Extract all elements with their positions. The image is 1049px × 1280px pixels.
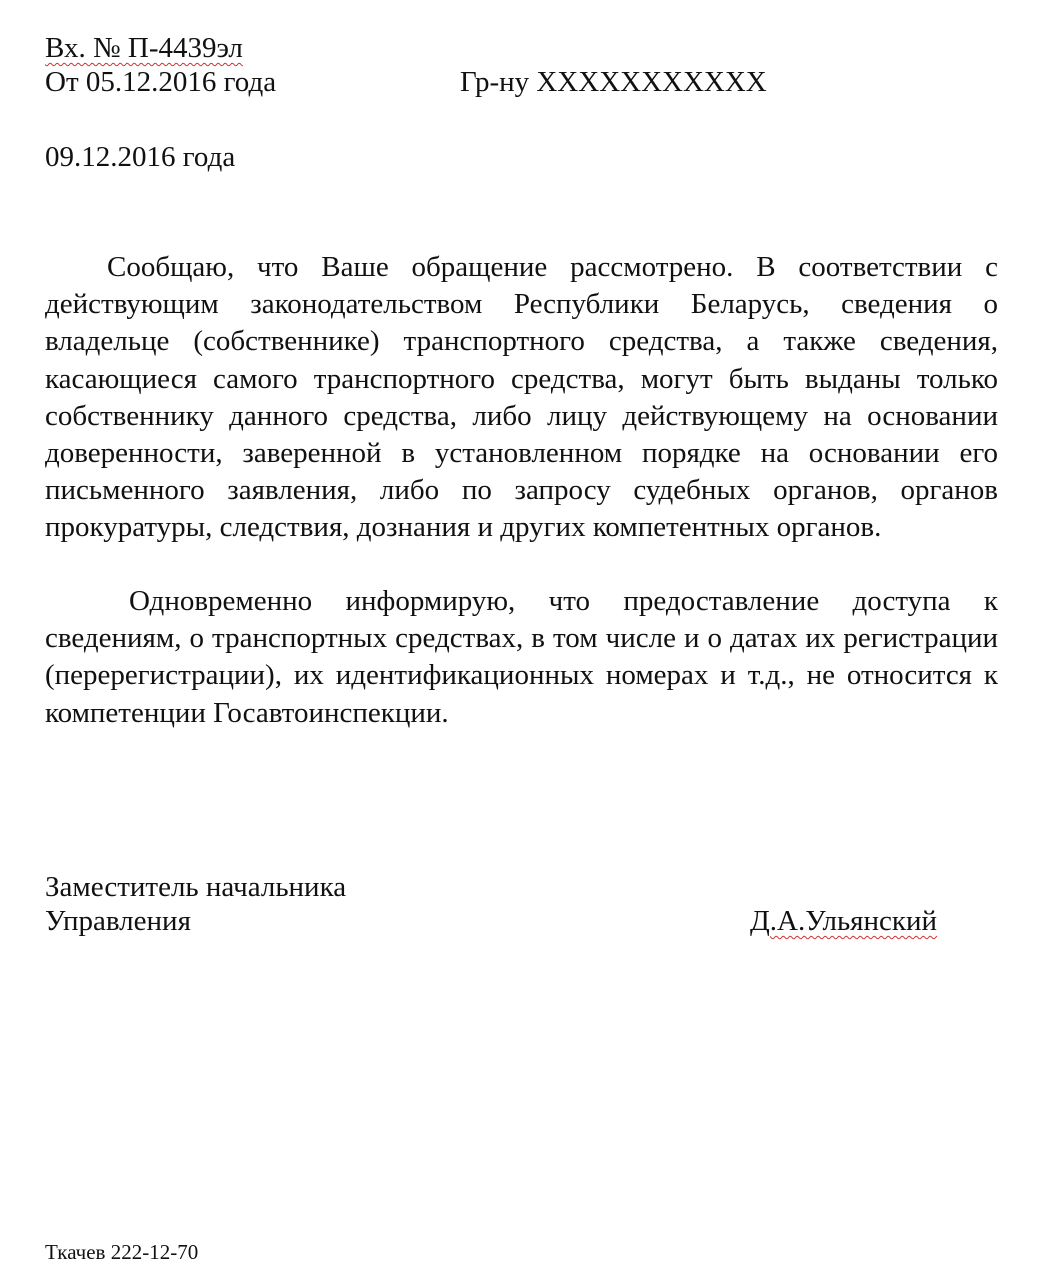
body-paragraph-2: Одновременно информирую, что предоставление доступа к сведениям, о транспортных средствах, в том числе и о датах их регистрации (перерегистрации), их идентификационных номерах и т.д., не относится к компетенции Госавтоинспекции. xyxy=(45,585,998,729)
executor-contact: Ткачев 222-12-70 xyxy=(45,1240,199,1264)
signatory-position-line2: Управления xyxy=(45,905,191,937)
incoming-number: Вх. № П-4439эл xyxy=(45,32,243,64)
reply-date: 09.12.2016 года xyxy=(45,141,236,173)
body-paragraph-1: Сообщаю, что Ваше обращение рассмотрено. В соответствии с действующим законодательством Республики Беларусь, сведения о владельце (собственнике) транспортного средства, а также сведения, касающиеся самого транспортного средства, могут быть выданы только собственнику данного средства, либо лицу действующему на основании доверенности, заверенной в установленном порядке на основании его письменного заявления, либо по запросу судебных органов, органов прокуратуры, следствия, дознания и других компетентных органов. xyxy=(45,251,998,544)
recipient: Гр-ну ХХХХХХХХХХХ xyxy=(460,66,767,98)
signatory-position-line1: Заместитель начальника xyxy=(45,871,347,903)
incoming-date: От 05.12.2016 года xyxy=(45,66,277,98)
signatory-name: Д.А.Ульянский xyxy=(750,905,938,937)
